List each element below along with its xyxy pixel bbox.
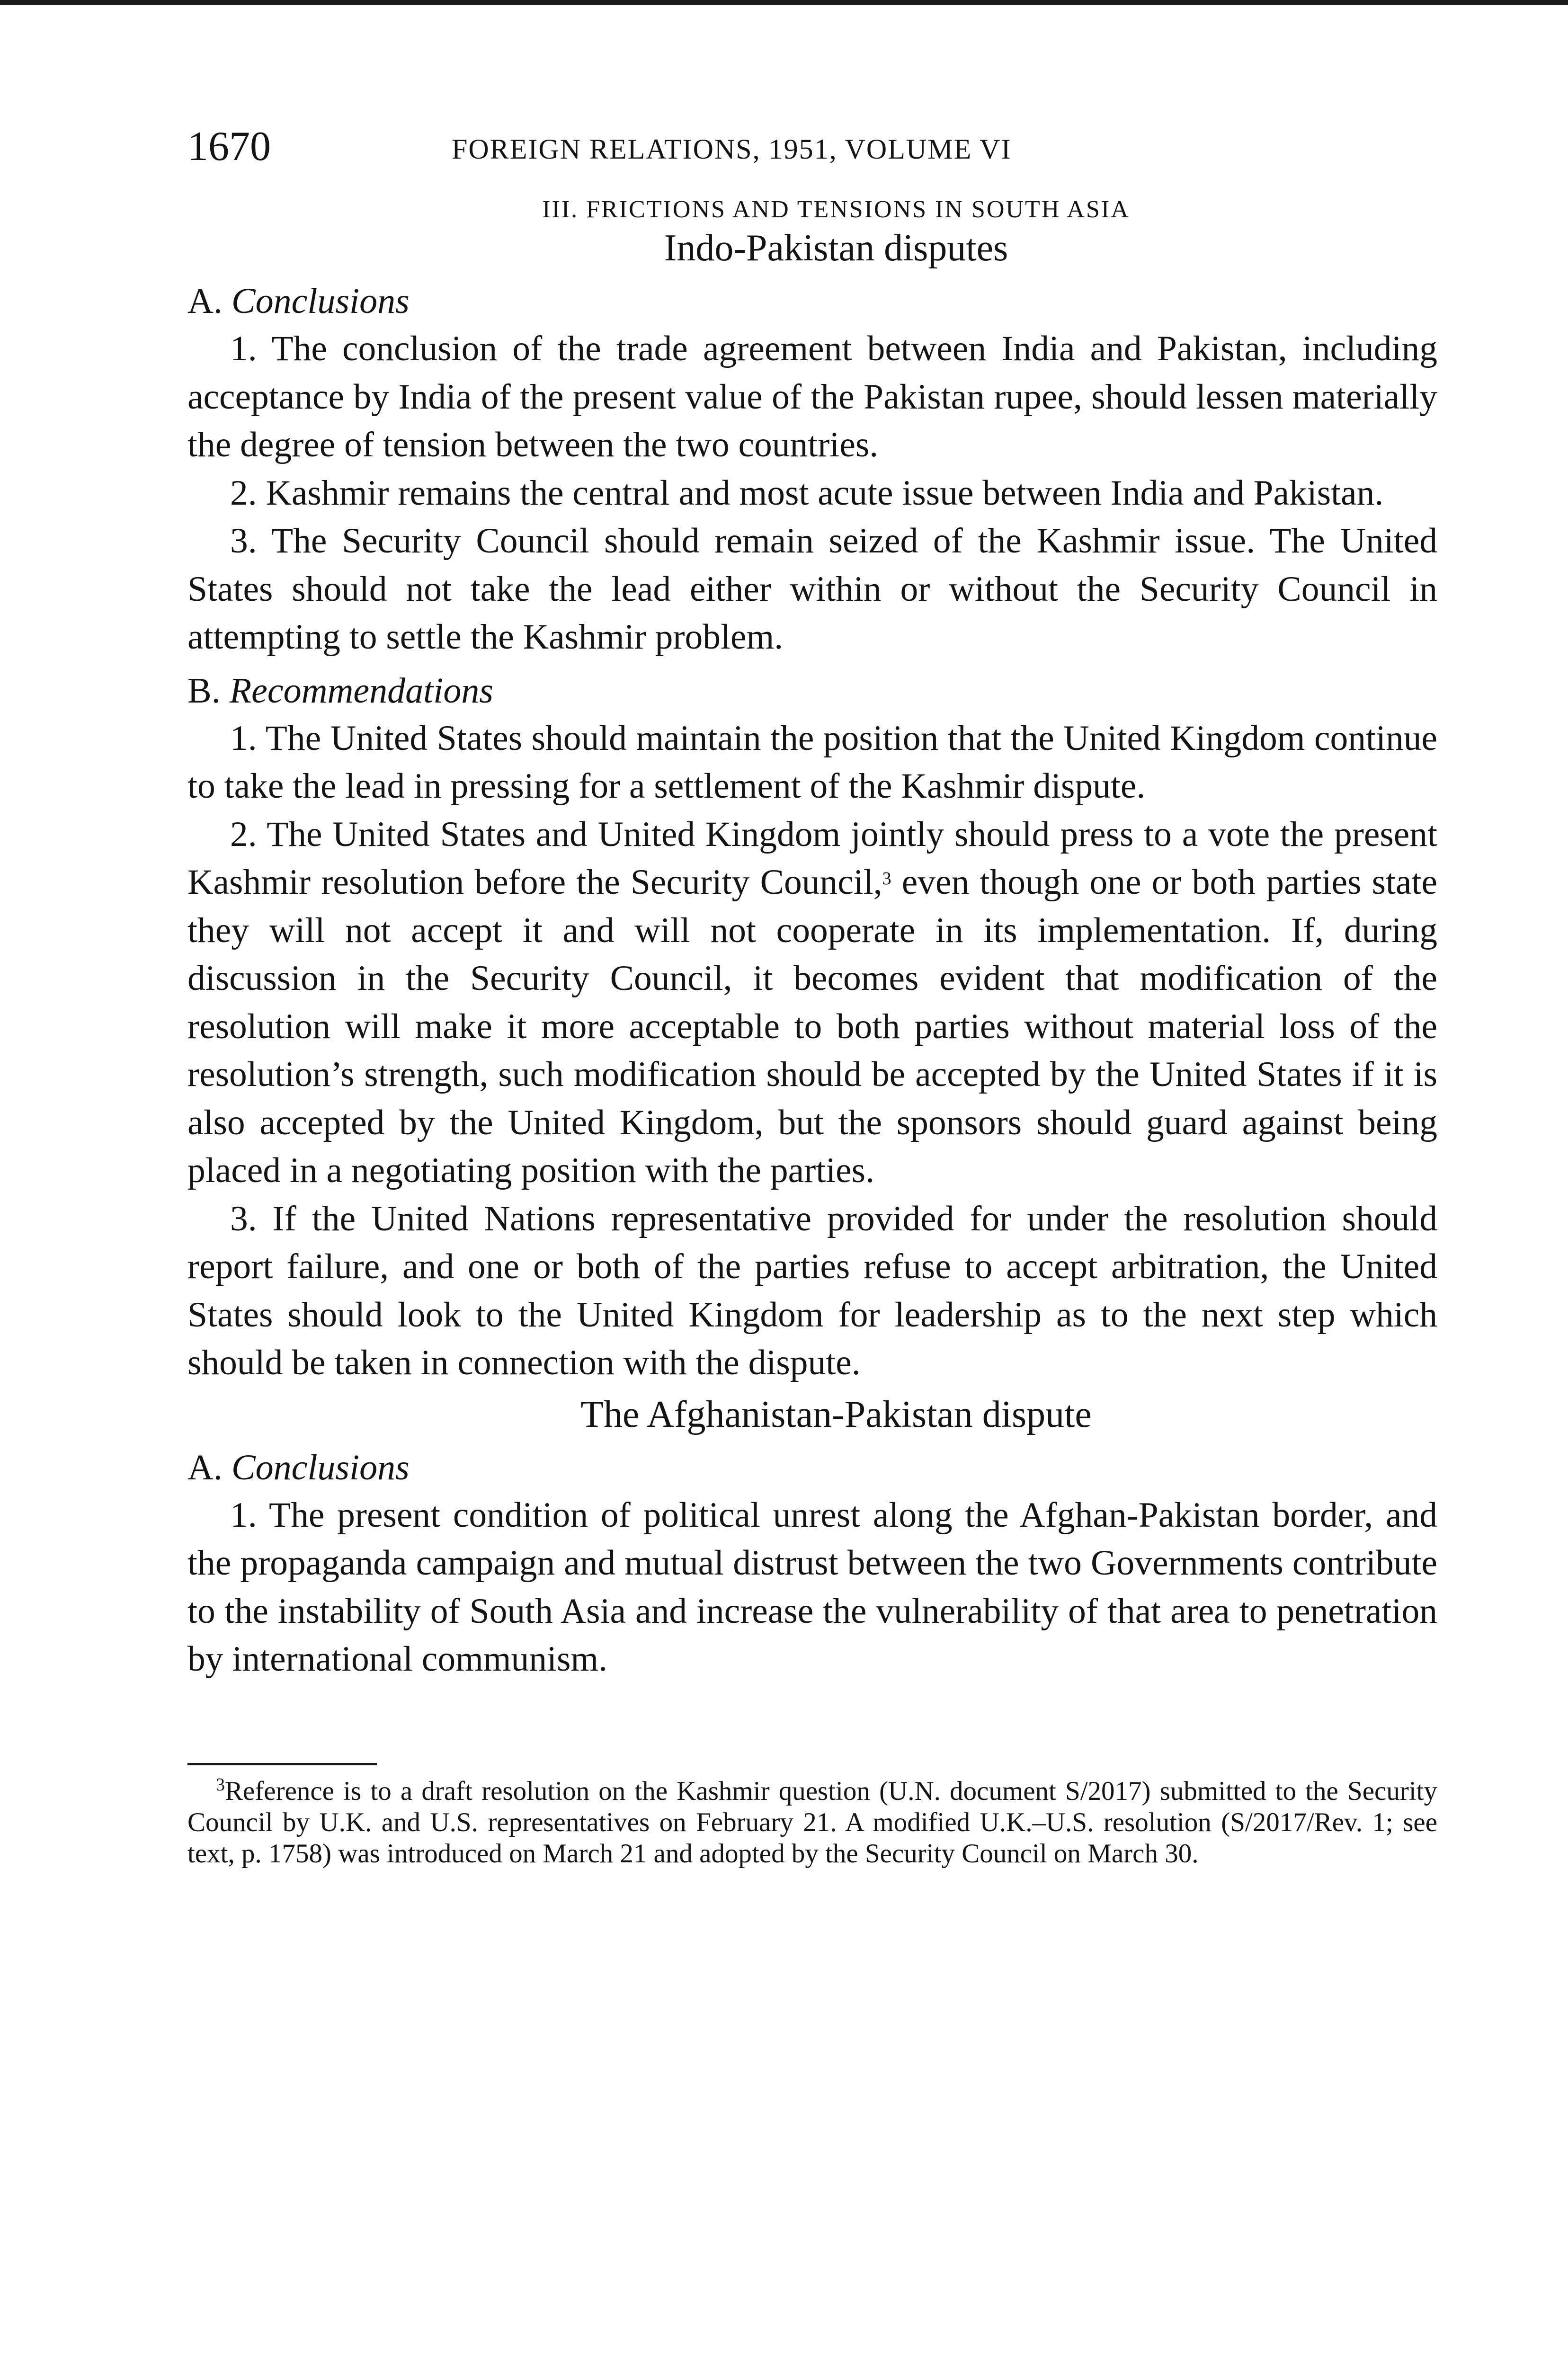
paragraph-text: 2. The United States and United Kingdom jointly should press to a vote the present Kashmir resolution before the Security Council, <box>187 814 1437 902</box>
document-page <box>187 118 1437 1869</box>
page-number: 1670 <box>187 124 271 169</box>
subhead-letter: A. <box>187 281 223 321</box>
topic-heading-indo-pakistan: Indo-Pakistan disputes <box>664 227 1008 269</box>
footnote <box>187 1776 1437 1869</box>
paragraph-text: even though one or both parties state they will not accept it and will not cooperate in its implementation. If, during discussion in the Security Council, it becomes evident that modification of the resolution will make it more acceptable to both parties without material loss of the resolution’s strength, such modification should be accepted by the United States if it is also accepted by the United Kingdom, but the sponsors should guard against being placed in a negotiating position with the parties. <box>187 863 1437 1190</box>
top-border-rule <box>0 0 1568 5</box>
subhead-label: Recommendations <box>229 670 493 711</box>
subhead-label: Conclusions <box>231 281 410 321</box>
subhead-letter: B. <box>187 670 221 711</box>
subhead-conclusions <box>187 277 1437 325</box>
topic-heading-afghanistan-pakistan: The Afghanistan-Pakistan dispute <box>580 1393 1092 1435</box>
footnote-reference[interactable]: 3 <box>882 869 891 889</box>
paragraph: 2. Kashmir remains the central and most acute issue between India and Pakistan. <box>230 473 1384 513</box>
paragraph: 1. The United States should maintain the position that the United Kingdom continue to take the lead in pressing for a settlement of the Kashmir dispute. <box>187 718 1437 806</box>
subhead-label: Conclusions <box>231 1447 410 1487</box>
section-heading: III. FRICTIONS AND TENSIONS IN SOUTH ASIA <box>542 196 1130 223</box>
paragraph-with-footnote <box>187 810 1437 1195</box>
paragraph: 3. If the United Nations representative provided for under the resolution should report failure, and one or both of the parties refuse to accept arbitration, the United States should look to the United Kingdom for leadership as to the next step which should be taken in connection with the dispute. <box>187 1199 1437 1382</box>
footnote-text: Reference is to a draft resolution on the Kashmir question (U.N. document S/2017) submitted to the Security Council by U.K. and U.S. representatives on February 21. A modified U.K.–U.S. resolution (S/2017/Rev. 1; see text, p. 1758) was introduced on March 21 and adopted by the Security Council on March 30. <box>187 1776 1437 1869</box>
running-title: FOREIGN RELATIONS, 1951, VOLUME VI <box>452 133 1012 165</box>
paragraph: 1. The conclusion of the trade agreement between India and Pakistan, including acceptance by India of the present value of the Pakistan rupee, should lessen materially the degree of tension between the two countries. <box>187 329 1437 464</box>
subhead-letter: A. <box>187 1447 223 1487</box>
paragraph: 1. The present condition of political unrest along the Afghan-Pakistan border, and the propaganda campaign and mutual distrust between the two Governments contribute to the instability of South Asia and increase the vulnerability of that area to penetration by international communism. <box>187 1495 1437 1679</box>
footnote-divider <box>187 1763 377 1765</box>
footnote-mark: 3 <box>216 1774 225 1795</box>
running-head <box>187 118 1437 175</box>
paragraph: 3. The Security Council should remain seized of the Kashmir issue. The United States should not take the lead either within or without the Security Council in attempting to settle the Kashmir problem. <box>187 521 1437 657</box>
subhead-recommendations <box>187 667 1437 714</box>
subhead-conclusions <box>187 1444 1437 1491</box>
